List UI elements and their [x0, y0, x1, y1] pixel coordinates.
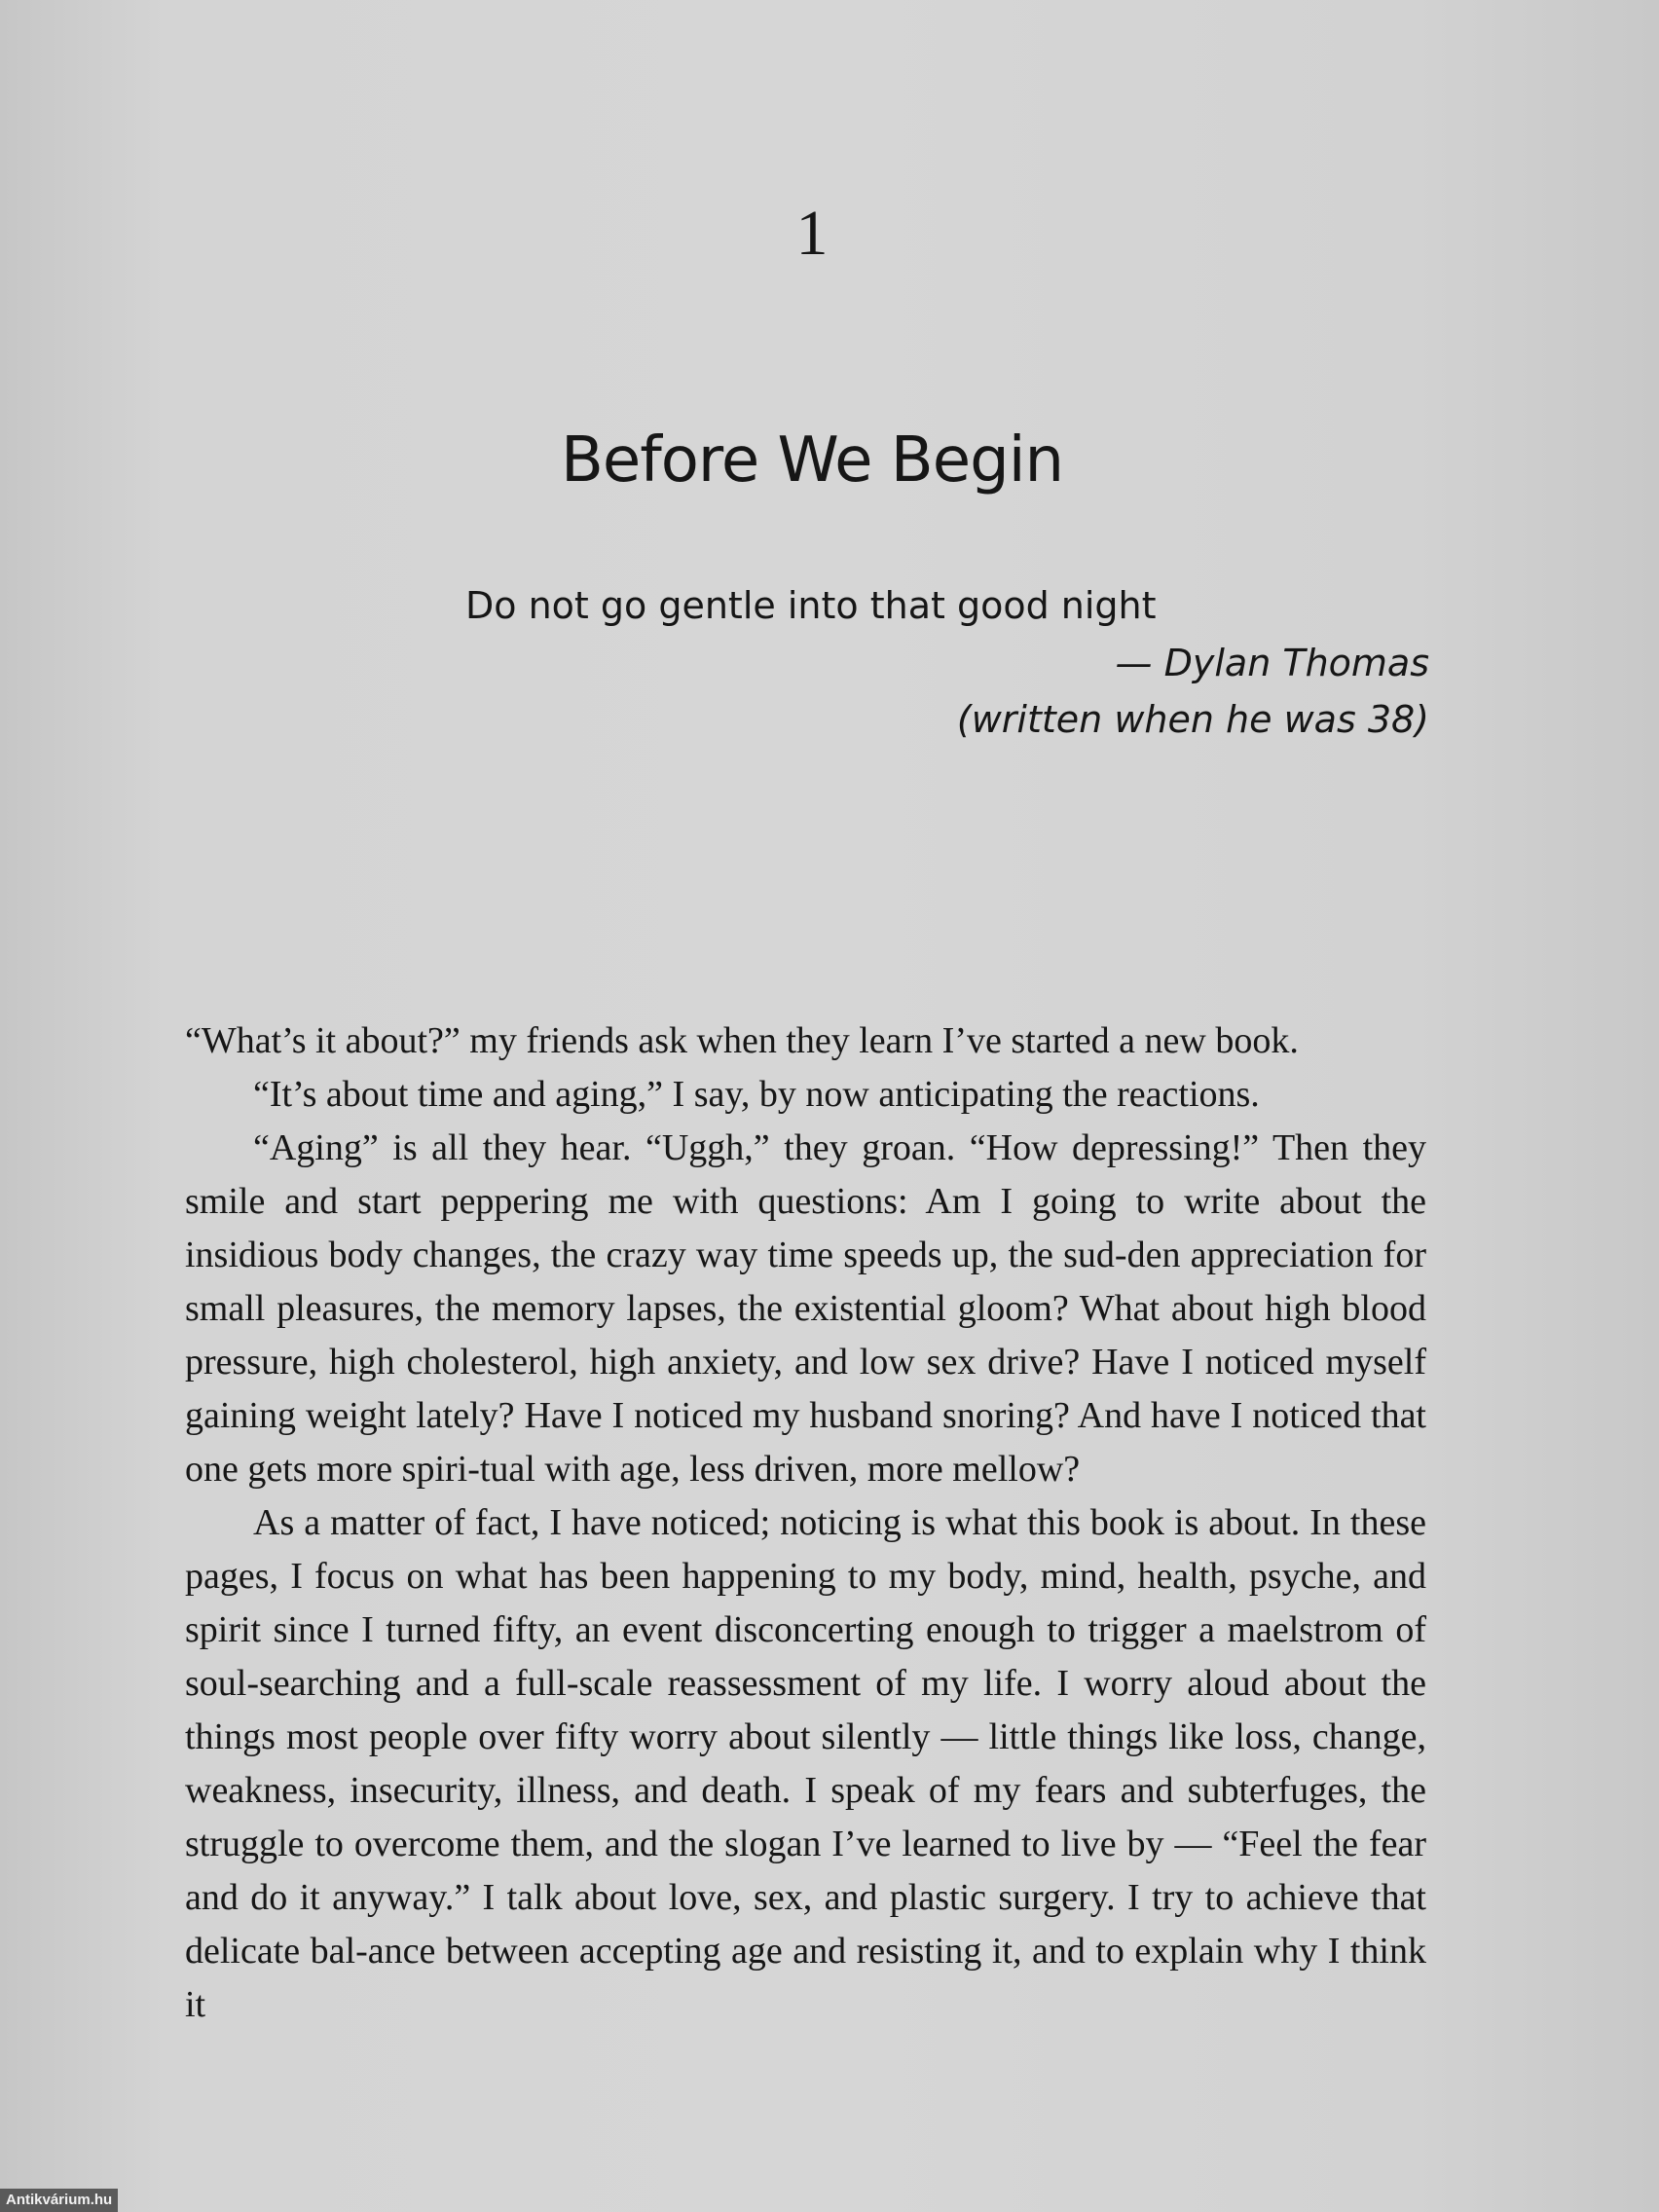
- epigraph-attribution: — Dylan Thomas: [1115, 642, 1429, 684]
- epigraph-quote: Do not go gentle into that good night: [465, 584, 1157, 627]
- paragraph-3: “Aging” is all they hear. “Uggh,” they groan. “How depressing!” Then they smile and start peppering me with questions: Am I going to write about the insidious body changes, the crazy way time speeds up, the sud-den appreciation for small pleasures, the memory lapses, the existential gloom? What about high blood pressure, high cholesterol, high anxiety, and low sex drive? Have I noticed myself gaining weight lately? Have I noticed my husband snoring? And have I noticed that one gets more spiri-tual with age, less driven, more mellow?: [185, 1127, 1426, 1490]
- watermark-label: Antikvárium.hu: [0, 2189, 118, 2212]
- body-text: [185, 1014, 1426, 2032]
- chapter-number: 1: [795, 198, 829, 269]
- epigraph-note: (written when he was 38): [956, 698, 1429, 741]
- chapter-title: Before We Begin: [560, 424, 1064, 497]
- paragraph-1: “What’s it about?” my friends ask when they learn I’ve started a new book.: [185, 1020, 1299, 1061]
- paragraph-4: As a matter of fact, I have noticed; noticing is what this book is about. In these pages, I focus on what has been happening to my body, mind, health, psyche, and spirit since I turned fifty, an event disconcerting enough to trigger a maelstrom of soul-searching and a full-scale reassessment of my life. I worry aloud about the things most people over fifty worry about silently — little things like loss, change, weakness, insecurity, illness, and death. I speak of my fears and subterfuges, the struggle to overcome them, and the slogan I’ve learned to live by — “Feel the fear and do it anyway.” I talk about love, sex, and plastic surgery. I try to achieve that delicate bal-ance between accepting age and resisting it, and to explain why I think it: [185, 1502, 1426, 2025]
- paragraph-2: “It’s about time and aging,” I say, by now anticipating the reactions.: [253, 1074, 1260, 1115]
